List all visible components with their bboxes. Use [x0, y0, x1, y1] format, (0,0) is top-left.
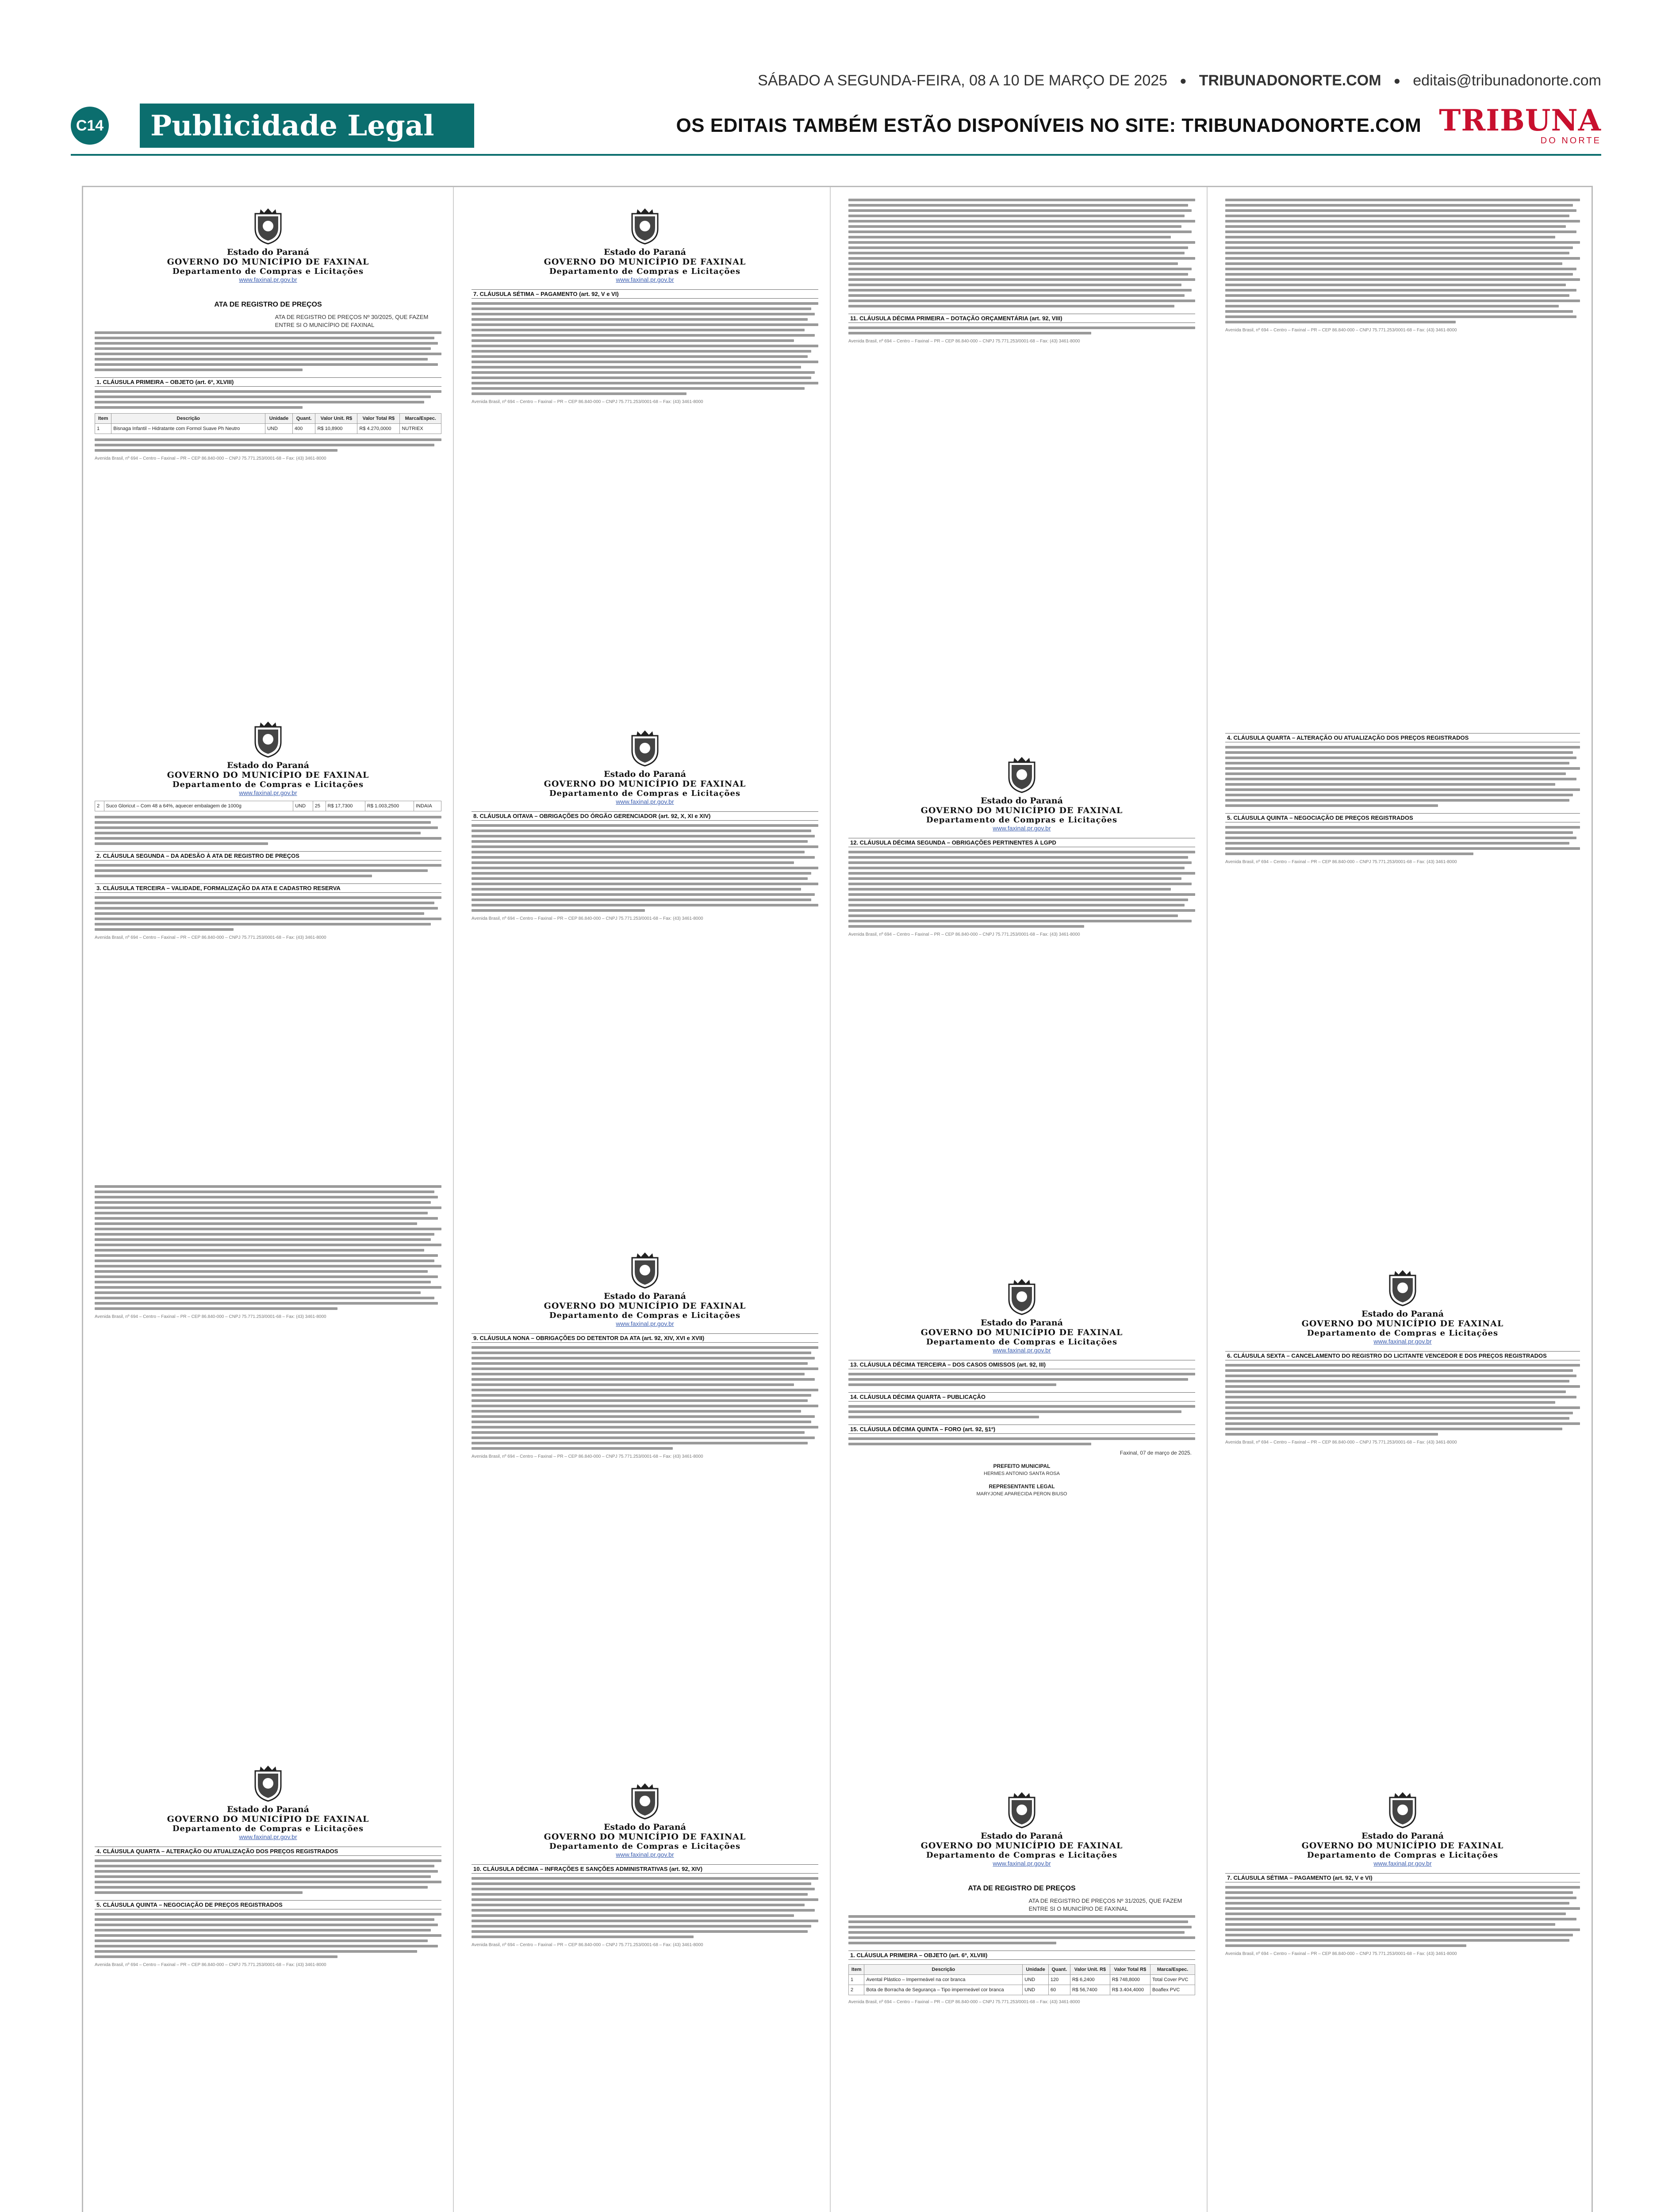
department-name: Departamento de Compras e Licitações: [926, 1337, 1118, 1347]
table-header: Quant.: [1048, 1965, 1070, 1975]
department-name: Departamento de Compras e Licitações: [172, 1824, 364, 1833]
department-name: Departamento de Compras e Licitações: [172, 267, 364, 276]
coat-of-arms-icon: [252, 207, 284, 245]
municipality-name: GOVERNO DO MUNICÍPIO DE FAXINAL: [167, 257, 369, 267]
notice-footer: Avenida Brasil, nº 694 – Centro – Faxinal – PR – CEP 86.840-000 – CNPJ 75.771.253/0001-68 – Fax: (43) 3461-8000: [472, 1943, 703, 1947]
logo-subline: DO NORTE: [1540, 135, 1601, 146]
municipality-name: GOVERNO DO MUNICÍPIO DE FAXINAL: [920, 1841, 1123, 1851]
department-name: Departamento de Compras e Licitações: [549, 267, 741, 276]
clause-heading: 11. CLÁUSULA DÉCIMA PRIMEIRA – DOTAÇÃO ORÇAMENTÁRIA (art. 92, VIII): [848, 314, 1195, 323]
column-3: [837, 187, 1208, 2212]
body-text: [848, 1405, 1195, 1418]
site-notice: OS EDITAIS TAMBÉM ESTÃO DISPONÍVEIS NO SITE: TRIBUNADONORTE.COM: [676, 115, 1422, 136]
column-1: [83, 187, 454, 2212]
municipality-url[interactable]: www.faxinal.pr.gov.br: [239, 789, 297, 796]
notice-block: [472, 187, 818, 404]
date-line: Faxinal, 07 de março de 2025.: [1120, 1450, 1192, 1456]
signatory-title: REPRESENTANTE LEGAL: [989, 1483, 1055, 1490]
body-text: [1225, 199, 1580, 323]
notice-block: [472, 709, 818, 921]
municipality-name: GOVERNO DO MUNICÍPIO DE FAXINAL: [544, 257, 746, 267]
state-name: Estado do Paraná: [1361, 1309, 1444, 1319]
municipality-url[interactable]: www.faxinal.pr.gov.br: [616, 1320, 674, 1327]
municipality-name: GOVERNO DO MUNICÍPIO DE FAXINAL: [920, 1328, 1123, 1337]
body-text: [1225, 1364, 1580, 1436]
clause-heading: 14. CLÁUSULA DÉCIMA QUARTA – PUBLICAÇÃO: [848, 1392, 1195, 1402]
notice-footer: Avenida Brasil, nº 694 – Centro – Faxinal – PR – CEP 86.840-000 – CNPJ 75.771.253/0001-68 – Fax: (43) 3461-8000: [95, 1962, 326, 1967]
state-name: Estado do Paraná: [227, 247, 309, 257]
clause-heading: 1. CLÁUSULA PRIMEIRA – OBJETO (art. 6º, XLVIII): [95, 377, 441, 387]
coat-of-arms-icon: [252, 1765, 284, 1802]
municipality-name: GOVERNO DO MUNICÍPIO DE FAXINAL: [544, 1832, 746, 1842]
notice-footer: Avenida Brasil, nº 694 – Centro – Faxinal – PR – CEP 86.840-000 – CNPJ 75.771.253/0001-68 – Fax: (43) 3461-8000: [1225, 860, 1457, 864]
notice-footer: Avenida Brasil, nº 694 – Centro – Faxinal – PR – CEP 86.840-000 – CNPJ 75.771.253/0001-68 – Fax: (43) 3461-8000: [472, 399, 703, 404]
notice-block: [1225, 727, 1580, 864]
header-rule: [71, 154, 1601, 156]
notice-footer: Avenida Brasil, nº 694 – Centro – Faxinal – PR – CEP 86.840-000 – CNPJ 75.771.253/0001-68 – Fax: (43) 3461-8000: [472, 1454, 703, 1459]
body-text: [472, 824, 818, 912]
state-name: Estado do Paraná: [604, 1822, 686, 1832]
department-name: Departamento de Compras e Licitações: [172, 780, 364, 789]
municipality-url[interactable]: www.faxinal.pr.gov.br: [239, 276, 297, 283]
notice-footer: Avenida Brasil, nº 694 – Centro – Faxinal – PR – CEP 86.840-000 – CNPJ 75.771.253/0001-68 – Fax: (43) 3461-8000: [848, 932, 1080, 937]
price-table: [95, 801, 441, 811]
municipality-url[interactable]: www.faxinal.pr.gov.br: [616, 798, 674, 805]
price-table: [848, 1964, 1195, 1995]
state-name: Estado do Paraná: [1361, 1831, 1444, 1841]
clause-heading: 1. CLÁUSULA PRIMEIRA – OBJETO (art. 6º, XLVIII): [848, 1951, 1195, 1960]
email-link[interactable]: editais@tribunadonorte.com: [1413, 72, 1601, 89]
notice-header: [95, 721, 441, 796]
municipality-name: GOVERNO DO MUNICÍPIO DE FAXINAL: [544, 779, 746, 789]
section-bar: [71, 101, 1601, 150]
table-header: Marca/Espec.: [400, 414, 441, 424]
department-name: Departamento de Compras e Licitações: [926, 1851, 1118, 1860]
clause-heading: 4. CLÁUSULA QUARTA – ALTERAÇÃO OU ATUALIZAÇÃO DOS PREÇOS REGISTRADOS: [95, 1847, 441, 1856]
coat-of-arms-icon: [1005, 1278, 1038, 1315]
table-header: Valor Total R$: [357, 414, 400, 424]
municipality-name: GOVERNO DO MUNICÍPIO DE FAXINAL: [167, 1814, 369, 1824]
coat-of-arms-icon: [629, 1252, 661, 1289]
body-text: [95, 1913, 441, 1958]
clause-heading: 10. CLÁUSULA DÉCIMA – INFRAÇÕES E SANÇÕES ADMINISTRATIVAS (art. 92, XIV): [472, 1864, 818, 1874]
notice-header: [1225, 1791, 1580, 1867]
separator-dot: ●: [1393, 73, 1401, 87]
column-2: [460, 187, 831, 2212]
separator-dot: ●: [1180, 73, 1187, 87]
site-link[interactable]: TRIBUNADONORTE.COM: [1199, 72, 1381, 89]
body-text: [1225, 746, 1580, 807]
department-name: Departamento de Compras e Licitações: [549, 1842, 741, 1851]
clause-heading: 5. CLÁUSULA QUINTA – NEGOCIAÇÃO DE PREÇOS REGISTRADOS: [95, 1900, 441, 1909]
clause-heading: 9. CLÁUSULA NONA – OBRIGAÇÕES DO DETENTOR DA ATA (art. 92, XIV, XVI e XVII): [472, 1333, 818, 1343]
municipality-name: GOVERNO DO MUNICÍPIO DE FAXINAL: [1301, 1841, 1504, 1851]
municipality-url[interactable]: www.faxinal.pr.gov.br: [616, 276, 674, 283]
state-name: Estado do Paraná: [981, 1831, 1063, 1841]
municipality-url[interactable]: www.faxinal.pr.gov.br: [993, 825, 1051, 832]
coat-of-arms-icon: [1005, 756, 1038, 793]
municipality-name: GOVERNO DO MUNICÍPIO DE FAXINAL: [1301, 1319, 1504, 1329]
table-row: 2 Suco Gloricut – Com 48 a 64%, aquecer embalagem de 1000g UND 25 R$ 17,7300 R$ 1.003,2500 INDAIA: [95, 801, 441, 811]
notice-block: [472, 1231, 818, 1459]
notice-header: [472, 730, 818, 805]
clause-heading: 15. CLÁUSULA DÉCIMA QUINTA – FORO (art. 92, §1º): [848, 1425, 1195, 1434]
notice-footer: Avenida Brasil, nº 694 – Centro – Faxinal – PR – CEP 86.840-000 – CNPJ 75.771.253/0001-68 – Fax: (43) 3461-8000: [1225, 1440, 1457, 1445]
table-row: 2 Bota de Borracha de Segurança – Tipo impermeável cor branca UND 60 R$ 56,7400 R$ 3.404,4000 Boaflex PVC: [849, 1985, 1195, 1995]
column-4: [1214, 187, 1591, 2212]
edition-date: SÁBADO A SEGUNDA-FEIRA, 08 A 10 DE MARÇO DE 2025: [758, 72, 1168, 89]
body-text: [848, 1437, 1195, 1445]
clause-heading: 4. CLÁUSULA QUARTA – ALTERAÇÃO OU ATUALIZAÇÃO DOS PREÇOS REGISTRADOS: [1225, 733, 1580, 742]
notice-footer: Avenida Brasil, nº 694 – Centro – Faxinal – PR – CEP 86.840-000 – CNPJ 75.771.253/0001-68 – Fax: (43) 3461-8000: [848, 339, 1080, 344]
notice-block: [1225, 196, 1580, 333]
coat-of-arms-icon: [629, 1782, 661, 1820]
table-header: Descrição: [111, 414, 265, 424]
department-name: Departamento de Compras e Licitações: [926, 815, 1118, 825]
table-header: Marca/Espec.: [1150, 1965, 1195, 1975]
coat-of-arms-icon: [629, 207, 661, 245]
body-text: [95, 1859, 441, 1894]
department-name: Departamento de Compras e Licitações: [549, 1311, 741, 1320]
body-text: [472, 302, 818, 395]
body-text: [472, 1877, 818, 1938]
coat-of-arms-icon: [252, 721, 284, 758]
state-name: Estado do Paraná: [981, 1318, 1063, 1328]
signatory-name: MARYJONE APARECIDA PERON BIUSO: [976, 1491, 1067, 1497]
notice-header: [1225, 1269, 1580, 1345]
table-header: Valor Total R$: [1110, 1965, 1150, 1975]
document-title: ATA DE REGISTRO DE PREÇOS: [968, 1885, 1076, 1892]
table-header: Valor Unit. R$: [1070, 1965, 1110, 1975]
state-name: Estado do Paraná: [227, 1805, 309, 1814]
body-text: [1225, 1886, 1580, 1947]
signatory-name: HERMES ANTONIO SANTA ROSA: [984, 1471, 1060, 1476]
table-header: Unidade: [1023, 1965, 1049, 1975]
notice-header: [848, 1791, 1195, 1867]
document-title: ATA DE REGISTRO DE PREÇOS: [214, 301, 322, 308]
notice-header: [95, 207, 441, 283]
logo-wordmark: TRIBUNA: [1439, 103, 1601, 138]
coat-of-arms-icon: [629, 730, 661, 767]
notice-footer: Avenida Brasil, nº 694 – Centro – Faxinal – PR – CEP 86.840-000 – CNPJ 75.771.253/0001-68 – Fax: (43) 3461-8000: [95, 1314, 326, 1319]
notice-block: [472, 1762, 818, 1947]
notice-block: [848, 1771, 1195, 2005]
body-text: [95, 864, 441, 877]
state-name: Estado do Paraná: [604, 1291, 686, 1301]
masthead-topline: [71, 70, 1601, 91]
notice-header: [95, 1765, 441, 1840]
clause-heading: 7. CLÁUSULA SÉTIMA – PAGAMENTO (art. 92, V e VI): [1225, 1873, 1580, 1882]
body-text: [95, 1185, 441, 1310]
municipality-url[interactable]: www.faxinal.pr.gov.br: [993, 1860, 1051, 1867]
notice-footer: Avenida Brasil, nº 694 – Centro – Faxinal – PR – CEP 86.840-000 – CNPJ 75.771.253/0001-68 – Fax: (43) 3461-8000: [848, 2000, 1080, 2005]
notice-block: [848, 736, 1195, 937]
municipality-url[interactable]: www.faxinal.pr.gov.br: [616, 1851, 674, 1858]
municipality-name: GOVERNO DO MUNICÍPIO DE FAXINAL: [167, 770, 369, 780]
state-name: Estado do Paraná: [981, 796, 1063, 806]
clause-heading: 2. CLÁUSULA SEGUNDA – DA ADESÃO À ATA DE REGISTRO DE PREÇOS: [95, 851, 441, 860]
newspaper-logo[interactable]: [1439, 103, 1601, 146]
department-name: Departamento de Compras e Licitações: [1307, 1851, 1499, 1860]
notice-header: [472, 207, 818, 283]
body-text: [848, 1373, 1195, 1386]
page-number: C14: [71, 107, 109, 145]
state-name: Estado do Paraná: [604, 769, 686, 779]
notice-block: [95, 1183, 441, 1319]
body-text: [848, 326, 1195, 334]
table-header: Quant.: [292, 414, 315, 424]
department-name: Departamento de Compras e Licitações: [549, 789, 741, 798]
clause-heading: 8. CLÁUSULA OITAVA – OBRIGAÇÕES DO ÓRGÃO GERENCIADOR (art. 92, X, XI e XIV): [472, 811, 818, 821]
department-name: Departamento de Compras e Licitações: [1307, 1329, 1499, 1338]
coat-of-arms-icon: [1386, 1269, 1419, 1306]
notice-footer: Avenida Brasil, nº 694 – Centro – Faxinal – PR – CEP 86.840-000 – CNPJ 75.771.253/0001-68 – Fax: (43) 3461-8000: [95, 456, 326, 461]
clause-heading: 13. CLÁUSULA DÉCIMA TERCEIRA – DOS CASOS OMISSOS (art. 92, III): [848, 1360, 1195, 1369]
notice-footer: Avenida Brasil, nº 694 – Centro – Faxinal – PR – CEP 86.840-000 – CNPJ 75.771.253/0001-68 – Fax: (43) 3461-8000: [1225, 1951, 1457, 1956]
clause-heading: 7. CLÁUSULA SÉTIMA – PAGAMENTO (art. 92, V e VI): [472, 289, 818, 299]
table-row: 1 Bisnaga Infantil – Hidratante com Formol Suave Ph Neutro UND 400 R$ 10,8900 R$ 4.270,0000 NUTRIEX: [95, 424, 441, 434]
municipality-url[interactable]: www.faxinal.pr.gov.br: [1373, 1860, 1432, 1867]
table-header: Descrição: [864, 1965, 1023, 1975]
notice-footer: Avenida Brasil, nº 694 – Centro – Faxinal – PR – CEP 86.840-000 – CNPJ 75.771.253/0001-68 – Fax: (43) 3461-8000: [472, 916, 703, 921]
body-text: [95, 816, 441, 845]
municipality-name: GOVERNO DO MUNICÍPIO DE FAXINAL: [920, 806, 1123, 815]
body-text: [95, 390, 441, 409]
notice-footer: Avenida Brasil, nº 694 – Centro – Faxinal – PR – CEP 86.840-000 – CNPJ 75.771.253/0001-68 – Fax: (43) 3461-8000: [95, 935, 326, 940]
body-text: [848, 1915, 1195, 1944]
coat-of-arms-icon: [1386, 1791, 1419, 1828]
notice-block: [1225, 1771, 1580, 1956]
coat-of-arms-icon: [1005, 1791, 1038, 1828]
municipality-name: GOVERNO DO MUNICÍPIO DE FAXINAL: [544, 1301, 746, 1311]
municipality-url[interactable]: www.faxinal.pr.gov.br: [993, 1347, 1051, 1354]
table-header: Item: [849, 1965, 864, 1975]
notice-header: [472, 1252, 818, 1327]
body-text: [1225, 826, 1580, 855]
document-subtitle: ATA DE REGISTRO DE PREÇOS Nº 31/2025, QUE FAZEM ENTRE SI O MUNICÍPIO DE FAXINAL: [1028, 1897, 1182, 1912]
body-text: [848, 851, 1195, 928]
price-table: [95, 413, 441, 434]
body-text: [95, 438, 441, 452]
clause-heading: 3. CLÁUSULA TERCEIRA – VALIDADE, FORMALIZAÇÃO DA ATA E CADASTRO RESERVA: [95, 883, 441, 893]
notice-block: [95, 1744, 441, 1967]
notice-block: [848, 196, 1195, 344]
body-text: [95, 896, 441, 931]
document-subtitle: ATA DE REGISTRO DE PREÇOS Nº 30/2025, QUE FAZEM ENTRE SI O MUNICÍPIO DE FAXINAL: [275, 314, 429, 328]
municipality-url[interactable]: www.faxinal.pr.gov.br: [239, 1833, 297, 1840]
body-text: [472, 1346, 818, 1450]
state-name: Estado do Paraná: [604, 247, 686, 257]
municipality-url[interactable]: www.faxinal.pr.gov.br: [1373, 1338, 1432, 1345]
notice-header: [848, 1278, 1195, 1354]
table-header: Unidade: [265, 414, 293, 424]
body-text: [95, 331, 441, 371]
notice-block: [1225, 1249, 1580, 1445]
table-row: 1 Avental Plástico – Impermeável na cor branca UND 120 R$ 6,2400 R$ 748,8000 Total Cover PVC: [849, 1975, 1195, 1985]
clause-heading: 12. CLÁUSULA DÉCIMA SEGUNDA – OBRIGAÇÕES PERTINENTES À LGPD: [848, 838, 1195, 847]
notice-footer: Avenida Brasil, nº 694 – Centro – Faxinal – PR – CEP 86.840-000 – CNPJ 75.771.253/0001-68 – Fax: (43) 3461-8000: [1225, 328, 1457, 333]
table-header: Valor Unit. R$: [315, 414, 357, 424]
clause-heading: 5. CLÁUSULA QUINTA – NEGOCIAÇÃO DE PREÇOS REGISTRADOS: [1225, 813, 1580, 822]
table-header: Item: [95, 414, 111, 424]
signatory-title: PREFEITO MUNICIPAL: [993, 1463, 1051, 1469]
state-name: Estado do Paraná: [227, 760, 309, 770]
legal-notices-area: [82, 186, 1593, 2212]
body-text: [848, 199, 1195, 307]
notice-block: [95, 700, 441, 940]
section-title: Publicidade Legal: [140, 104, 474, 148]
notice-header: [472, 1782, 818, 1858]
notice-header: [848, 756, 1195, 832]
notice-block: [95, 187, 441, 461]
notice-block: [848, 1258, 1195, 1497]
clause-heading: 6. CLÁUSULA SEXTA – CANCELAMENTO DO REGISTRO DO LICITANTE VENCEDOR E DOS PREÇOS REGISTRADOS: [1225, 1351, 1580, 1360]
